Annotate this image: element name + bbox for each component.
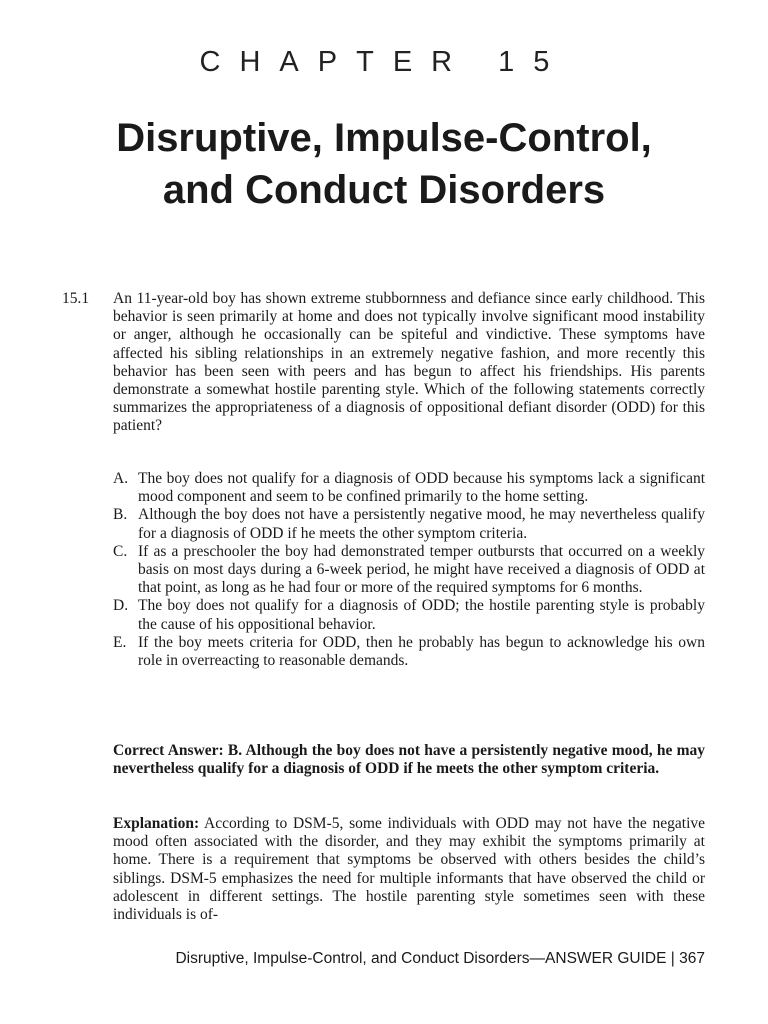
option-letter: A. xyxy=(113,470,129,487)
option-a xyxy=(113,470,705,506)
option-e xyxy=(113,634,705,670)
explanation-text: According to DSM-5, some individuals with ODD may not have the negative mood often associated with the disorder, and they may exhibit the symptoms primarily at home. There is a requirement that symptoms be observed with others besides the child’s siblings. DSM-5 emphasizes the need for multiple informants that have observed the child or adolescent in different settings. The hostile parenting style sometimes seen with these individuals is of- xyxy=(113,815,705,924)
footer-separator: | xyxy=(670,950,675,967)
option-c xyxy=(113,543,705,598)
option-text: If the boy meets criteria for ODD, then he probably has begun to acknowledge his own role in overreacting to reasonable demands. xyxy=(138,633,705,670)
option-text: If as a preschooler the boy had demonstrated temper outbursts that occurred on a weekly basis on most days during a 6-week period, he might have received a diagnosis of ODD at that point, as long as he had four or more of the required symptoms for 6 months. xyxy=(138,542,705,597)
page-number: 367 xyxy=(679,950,705,967)
option-text: Although the boy does not have a persistently negative mood, he may nevertheless qualify for a diagnosis of ODD if he meets the other symptom criteria. xyxy=(138,506,705,542)
question-stem: An 11-year-old boy has shown extreme stubbornness and defiance since early childhood. This behavior is seen primarily at home and does not typically involve significant mood instability or anger, although he occasionally can be spiteful and vindictive. These symptoms have affected his sibling relationships in an extremely negative fashion, and more recently this behavior has been seen with peers and has begun to affect his friendships. His parents demonstrate a somewhat hostile parenting style. Which of the following statements correctly summarizes the appropriateness of a diagnosis of oppositional defiant disorder (ODD) for this patient? xyxy=(113,290,705,435)
option-text: The boy does not qualify for a diagnosis of ODD; the hostile parenting style is probably the cause of his oppositional behavior. xyxy=(138,597,705,633)
answer-options xyxy=(113,470,705,670)
option-d xyxy=(113,597,705,633)
chapter-title: Disruptive, Impulse-Control, and Conduct Disorders xyxy=(116,116,652,212)
option-letter: D. xyxy=(113,597,129,615)
option-letter: C. xyxy=(113,542,128,560)
correct-answer: Correct Answer: B. Although the boy does not have a persistently negative mood, he may nevertheless qualify for a diagnosis of ODD if he meets the other symptom criteria. xyxy=(113,742,705,778)
option-letter: E. xyxy=(113,633,127,651)
explanation xyxy=(113,815,705,924)
page-footer xyxy=(175,950,705,968)
chapter-label: CHAPTER 15 xyxy=(199,46,569,78)
option-b xyxy=(113,506,705,542)
option-text: The boy does not qualify for a diagnosis of ODD because his symptoms lack a significant mood component and seem to be confined primarily to the home setting. xyxy=(138,470,705,506)
question-number: 15.1 xyxy=(62,290,90,307)
running-head: Disruptive, Impulse-Control, and Conduct Disorders—ANSWER GUIDE xyxy=(175,950,667,967)
option-letter: B. xyxy=(113,506,128,524)
explanation-label: Explanation: xyxy=(113,815,200,832)
